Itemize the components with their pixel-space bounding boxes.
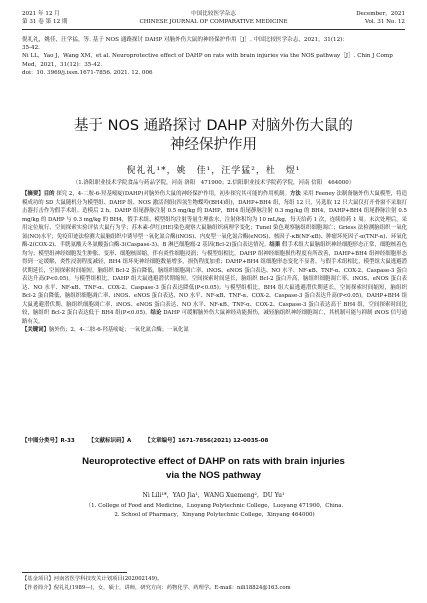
citation-line: 35-42. xyxy=(22,45,40,52)
article-number: 【文章编号】1671-7856(2021) 12-0035-08 xyxy=(144,438,269,444)
conclusion-label: 结论 xyxy=(150,310,162,316)
doi-line: doi：10. 3969/j.issn.1671-7856. 2021. 12. 006 xyxy=(22,69,153,76)
affiliation-cn: （1.洛阳职业技术学院食品与药品学院，河南 洛阳 471900；2.信阳职业技术学院药学院，河南 信阳 464000） xyxy=(72,180,355,186)
header-date: 2021 年 12 月 xyxy=(22,11,60,17)
methods-text: 采用 Feeney 法制备脑外伤大鼠模型，将造模成功的 SD 大鼠随机分为模型组、DAHP 组、NOS 激活剂组(四氢生物蝶呤(BH4)组)，DAHP+BH4 组，每组 12 只，另选取 12 只大鼠仅打开骨窗不采取打击器打击作为假手术组。造模后 2 h，DAHP 组尾静脉注射 0.5 mg/kg 的 DAHP，BH4 组尾静脉注射 0.3 mg/kg 的 BH4，DAHP+BH4 组尾静脉注射 0.5 mg/kg 的 DAHP 与 0.3 mg/kg 的 BH4，假手术组、模型组均注射等量生理盐水，注射体积均为 10 mL/kg，每天给药 1 次，连续给药 1 周。末次处理后，采用定位航行、空间探索实验评估大鼠行为学；苏木素-伊红(HE)染色观察大鼠脑组织病理学变化；Tunel 染色观察脑组织细胞凋亡；Griess 法检测脑组织一氧化氮(NO)水平；免疫印迹法检测大鼠脑组织中诱导型一氧化氮合酶(iNOS)、内皮型一氧化氮合酶(eNOS)、核因子-κB(NF-κB)、肿瘤坏死因子-α(TNF-α)、环氧化酶-2(COX-2)、半胱氨酸天冬氨酸蛋白酶-3(Caspase-3)、B 淋巴细胞瘤-2 基因(Bcl-2)蛋白表达情况。 xyxy=(22,191,407,248)
results-text: 假手术组大鼠脑组织神经细胞形态正常，细胞核着色均匀；模型组神经细胞发生肿胀、变形、细胞核固缩，伴有炎性细胞浸润；与模型组相比，DAHP 组神经细胞损伤程度有所改善，DAHP+BH4 组神经细胞形态得到一定缓解，炎性浸润程度减轻，BH4 组坏死神经细胞数量增多，损伤程度加重；DAHP+BH4 组细胞形态变化不显著。与假手术组相比，模型组大鼠逃避潜伏期延长，空间探索时间缩短，脑组织 Bcl-2 蛋白降低，脑组织细胞凋亡率、iNOS、eNOS 蛋白表达、NO 水平、NF-κB、TNF-α、COX-2、Caspase-3 蛋白表达升高(P<0.05)。与模型组相比，DAHP 组大鼠逃避潜伏期缩短，空间探索时间延长，脑组织 Bcl-2 蛋白升高，脑组织细胞凋亡率、iNOS、eNOS 蛋白表达、NO 水平、NF-κB、TNF-α、COX-2、Caspase-3 蛋白表达降低(P<0.05)；与模型组相比，BH4 组大鼠逃避潜伏期延长，空间探索时间缩短，脑组织 Bcl-2 蛋白降低，脑组织细胞凋亡率、iNOS、eNOS 蛋白表达、NO 水平、NF-κB、TNF-α、COX-2、Caspase-3 蛋白表达升高(P<0.05)。DAHP+BH4 组大鼠逃避潜伏期、脑组织细胞凋亡率、iNOS、eNOS 蛋白表达、NO 水平、NF-κB、TNF-α、COX-2、Caspase-3 蛋白表达高于 BH4 组，空间探索时间比较，脑组织 Bcl-2 蛋白表达低于 BH4 组(P<0.05)。 xyxy=(22,242,407,316)
title-cn xyxy=(0,117,427,155)
header-date-en: December，2021 xyxy=(356,11,405,17)
methods-label: 方法 xyxy=(290,191,301,197)
title-cn-line: 神经保护作用 xyxy=(170,137,257,153)
abstract-cn xyxy=(22,190,407,335)
journal-header xyxy=(22,10,405,26)
header-volume-en: Vol. 31 No. 12 xyxy=(365,19,405,25)
citation-line: 倪礼礼，姚佳，汪学猛，等. 基于 NOS 通路探讨 DAHP 对脑外伤大鼠的神经保护作用［J］. 中国比较医学杂志，2021，31(12)： xyxy=(22,37,348,43)
footnotes xyxy=(22,575,407,592)
conclusion-text: DAHP 可缓解脑外伤大鼠神经功能损伤，减轻脑组织神经细胞凋亡，其机制可能与抑制 iNOS 信号通路有关。 xyxy=(22,310,407,325)
header-rule xyxy=(22,29,405,30)
objective-label: 目的 xyxy=(43,191,55,197)
header-volume: 第 31 卷 第 12 期 xyxy=(22,19,68,25)
keywords-label: 【关键词】 xyxy=(22,327,49,333)
title-cn-line: 基于 NOS 通路探讨 DAHP 对脑外伤大鼠的 xyxy=(74,118,353,134)
citation-line: Ni LL，Yao J，Wang XM，et al. Neuroprotective effect of DAHP on rats with brain injuries via the NOS pathway［J］. Chin J Comp xyxy=(22,53,393,60)
title-en-line: via the NOS pathway xyxy=(166,470,261,481)
keywords-line xyxy=(22,326,407,335)
affiliation-en-line: 2. School of Pharmacy，Xinyang Polytechnic College，Xinyang 464000) xyxy=(114,511,315,518)
authors-en: Ni Lili¹*，YAO Jia¹，WANG Xuemeng²，DU Yu¹ xyxy=(142,492,285,499)
article-meta xyxy=(22,437,407,446)
abstract-label: 【摘要】 xyxy=(22,191,44,197)
title-en-line: Neuroprotective effect of DAHP on rats with brain injuries xyxy=(82,456,345,467)
objective-text: 探究 2，4-二胺-6-羟基嘧啶(DAHP)对脑外伤大鼠的神经保护作用，初步探究其可能的作用机制。 xyxy=(56,191,290,197)
journal-name-en: CHINESE JOURNAL OF COMPARATIVE MEDICINE xyxy=(139,19,288,25)
journal-name-cn: 中国比较医学杂志 xyxy=(191,11,236,17)
affiliation-en-line: （1. College of Food and Medicine，Luoyang Polytechnic College，Luoyang 471900，China. xyxy=(85,503,344,509)
citation-block xyxy=(22,36,407,77)
affiliation-en xyxy=(22,502,407,519)
citation-line: Med，2021，31(12)：35-42. xyxy=(22,61,103,68)
results-label: 结果 xyxy=(269,242,281,248)
author-note: 【作者简介】倪礼礼(1989—)，女，硕士，讲师，研究方向：药物化学、药理学。E-mail：nili18824@163.com xyxy=(22,584,291,591)
clc-number: 【中图分类号】R-33 xyxy=(22,438,75,444)
authors-cn: 倪礼礼¹*，姚 佳¹，汪学猛²，杜 煜¹ xyxy=(126,166,301,176)
keywords-text: 脑外伤；2，4-二胺-6-羟基嘧啶；一氧化氮合酶；一氧化氮 xyxy=(48,327,189,333)
footnote-rule xyxy=(22,572,127,573)
title-en xyxy=(0,455,427,483)
document-code: 【文献标识码】A xyxy=(88,438,132,444)
fund-note: 【基金项目】河南省医学科技攻关计划项目(202002149)。 xyxy=(22,576,163,582)
